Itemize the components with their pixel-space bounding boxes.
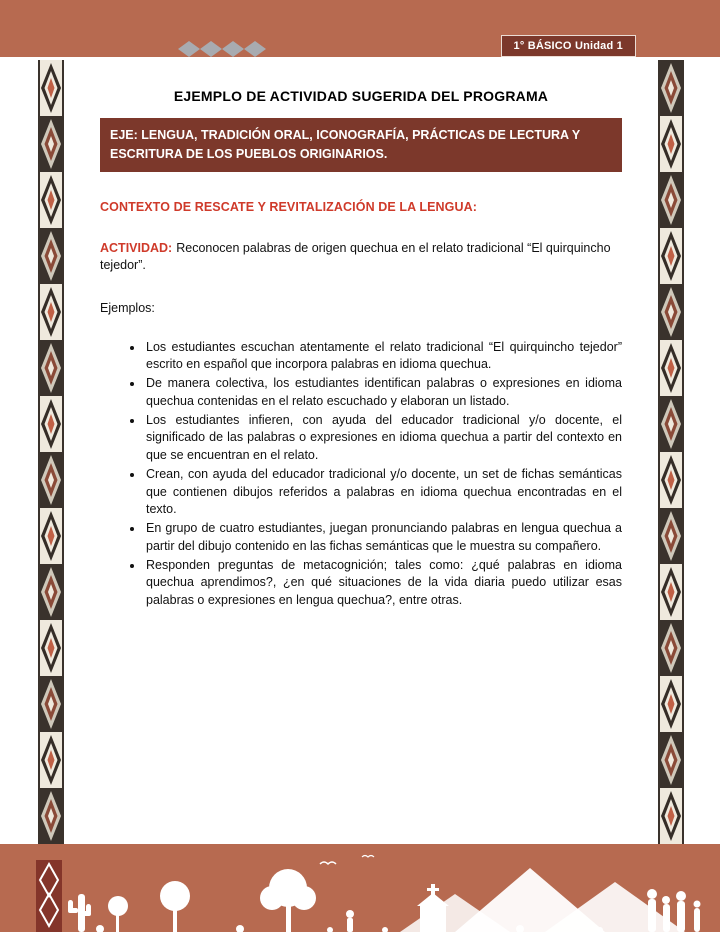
eje-banner: EJE: LENGUA, TRADICIÓN ORAL, ICONOGRAFÍA, PRÁCTICAS DE LECTURA Y ESCRITURA DE LOS PUEBLOS ORIGINARIOS. (100, 118, 622, 172)
list-item: • De manera colectiva, los estudiantes identifican palabras o expresiones en idioma quechua contenidas en el relato escuchado y elaboran un listado. (144, 375, 622, 411)
footer-landscape-illustration (0, 844, 720, 932)
list-item: • Responden preguntas de metacognición; tales como: ¿qué palabras en idioma quechua aprendimos?, ¿en qué situaciones de la vida diaria puedo utilizar esas palabras o expresiones en lengua quechua?, entre otras. (144, 557, 622, 610)
list-item: • Los estudiantes escuchan atentamente el relato tradicional “El quirquincho tejedor” escrito en español que incorpora palabras en idioma quechua. (144, 339, 622, 375)
footer-band (0, 844, 720, 932)
context-heading: CONTEXTO DE RESCATE Y REVITALIZACIÓN DE LA LENGUA: (100, 199, 478, 214)
list-item: • Crean, con ayuda del educador tradicional y/o docente, un set de fichas semánticas que contienen dibujos referidos a palabras en idioma quechua encontradas en el texto. (144, 466, 622, 519)
left-border-pattern (38, 60, 64, 844)
right-border-pattern (658, 60, 684, 844)
activity-text: Reconocen palabras de origen quechua en el relato tradicional “El quirquincho tejedor”. (100, 240, 611, 272)
examples-label: Ejemplos: (100, 300, 155, 315)
header-band (0, 0, 720, 57)
page-title: EJEMPLO DE ACTIVIDAD SUGERIDA DEL PROGRAMA (173, 88, 549, 104)
list-item: • En grupo de cuatro estudiantes, juegan pronunciando palabras en lengua quechua a partir del dibujo contenido en las fichas semánticas que le muestra su compañero. (144, 520, 622, 556)
document-content (100, 88, 622, 611)
activity-label: ACTIVIDAD: (100, 240, 173, 255)
unit-badge: 1° BÁSICO Unidad 1 (501, 35, 636, 57)
header-ornament-pattern (178, 41, 266, 57)
activity-bullet-list (100, 339, 622, 610)
activity-line (100, 240, 622, 275)
list-item: • Los estudiantes infieren, con ayuda del educador tradicional y/o docente, el significado de las palabras o expresiones en idioma quechua a partir del contexto en que se encuentran en el relato. (144, 412, 622, 465)
